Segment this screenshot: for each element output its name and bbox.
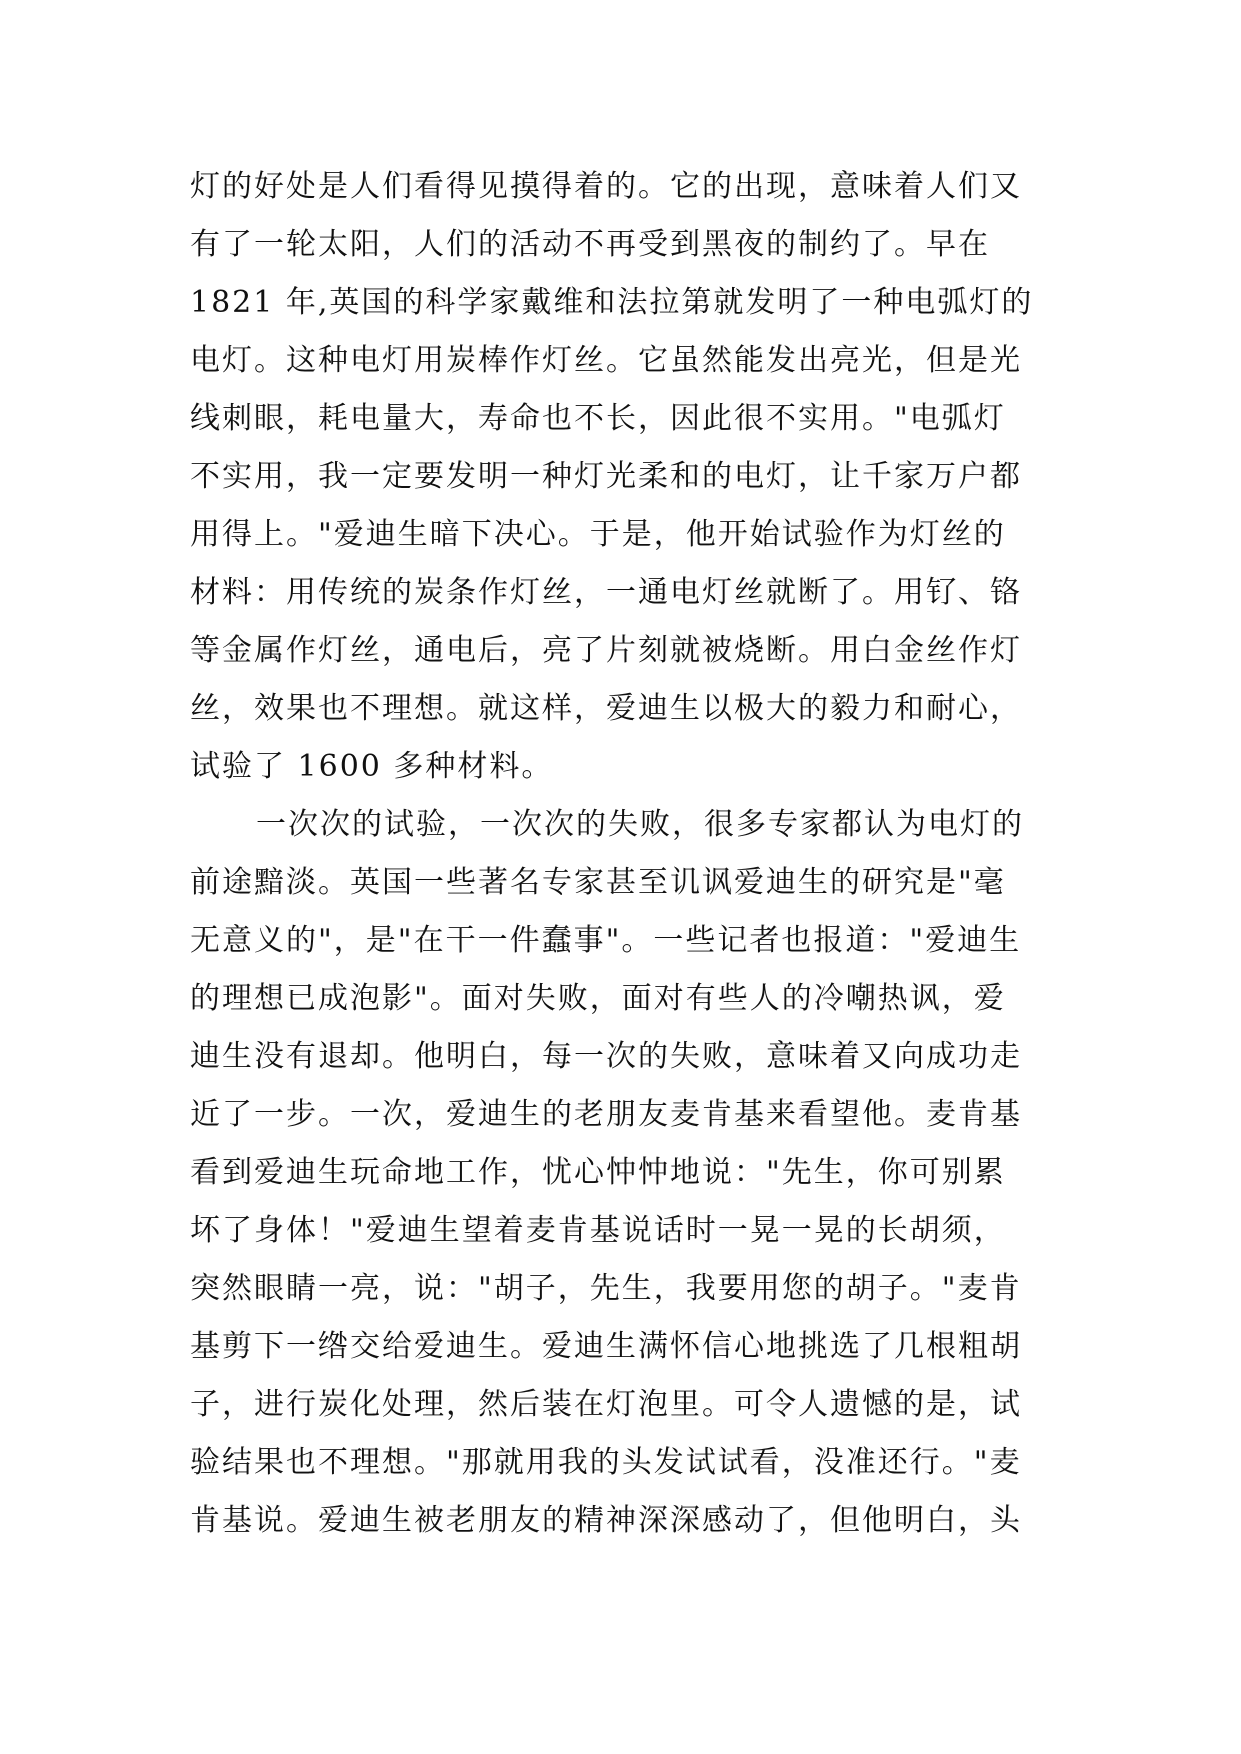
paragraph-line: 线刺眼，耗电量大，寿命也不长，因此很不实用。"电弧灯 [190,401,1006,436]
paragraph-line: 丝，效果也不理想。就这样，爱迪生以极大的毅力和耐心， [190,691,1022,726]
paragraph-line: 子，进行炭化处理，然后装在灯泡里。可令人遗憾的是，试 [190,1387,1022,1422]
paragraph-line: 前途黯淡。英国一些著名专家甚至讥讽爱迪生的研究是"毫 [190,865,1006,900]
paragraph-1 [190,158,1070,796]
paragraph-line: 用得上。"爱迪生暗下决心。于是，他开始试验作为灯丝的 [190,517,1006,552]
paragraph-line: 有了一轮太阳，人们的活动不再受到黑夜的制约了。早在 [190,227,990,262]
paragraph-line: 基剪下一绺交给爱迪生。爱迪生满怀信心地挑选了几根粗胡 [190,1329,1022,1364]
paragraph-2 [190,796,1070,1550]
paragraph-line: 等金属作灯丝，通电后，亮了片刻就被烧断。用白金丝作灯 [190,633,1022,668]
paragraph-line: 无意义的"，是"在干一件蠢事"。一些记者也报道："爱迪生 [190,923,1022,958]
paragraph-line: 试验了 1600 多种材料。 [190,749,554,784]
paragraph-line: 灯的好处是人们看得见摸得着的。它的出现，意味着人们又 [190,169,1022,204]
paragraph-line: 1821 年,英国的科学家戴维和法拉第就发明了一种电弧灯的 [190,285,1034,320]
paragraph-line: 电灯。这种电灯用炭棒作灯丝。它虽然能发出亮光，但是光 [190,343,1022,378]
paragraph-line: 材料：用传统的炭条作灯丝，一通电灯丝就断了。用钌、铬 [190,575,1022,610]
paragraph-line: 坏了身体！"爱迪生望着麦肯基说话时一晃一晃的长胡须， [190,1213,1006,1248]
paragraph-line: 近了一步。一次，爱迪生的老朋友麦肯基来看望他。麦肯基 [190,1097,1022,1132]
paragraph-line: 迪生没有退却。他明白，每一次的失败，意味着又向成功走 [190,1039,1022,1074]
paragraph-line: 肯基说。爱迪生被老朋友的精神深深感动了，但他明白，头 [190,1503,1022,1538]
body-text [190,158,1070,1550]
paragraph-line: 一次次的试验，一次次的失败，很多专家都认为电灯的 [256,807,1024,842]
paragraph-line: 验结果也不理想。"那就用我的头发试试看，没准还行。"麦 [190,1445,1022,1480]
paragraph-line: 突然眼睛一亮，说："胡子，先生，我要用您的胡子。"麦肯 [190,1271,1022,1306]
paragraph-line: 不实用，我一定要发明一种灯光柔和的电灯，让千家万户都 [190,459,1022,494]
paragraph-line: 看到爱迪生玩命地工作，忧心忡忡地说："先生，你可别累 [190,1155,1006,1190]
paragraph-line: 的理想已成泡影"。面对失败，面对有些人的冷嘲热讽，爱 [190,981,1006,1016]
